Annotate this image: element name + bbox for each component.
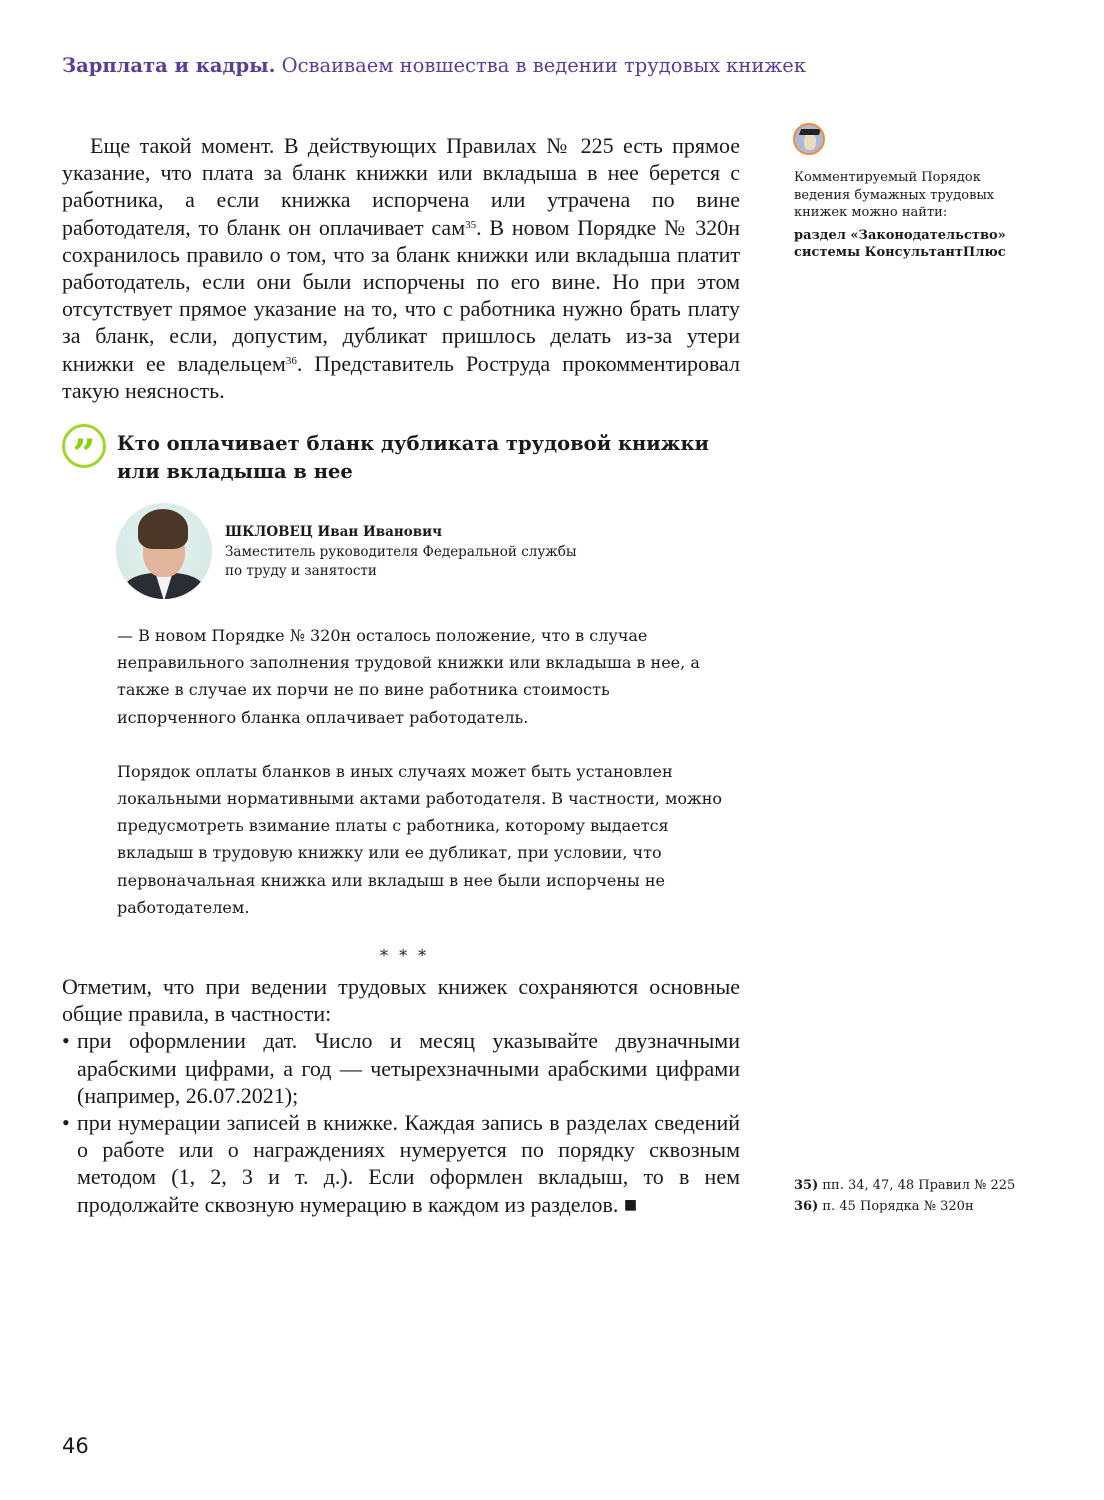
footnote-text: пп. 34, 47, 48 Правил № 225 <box>822 1178 1016 1193</box>
header-section: Зарплата и кадры. <box>62 54 276 77</box>
answer-paragraph-2: Порядок оплаты бланков в иных случаях может быть установлен локальными нормативными актами работодателя. В частности, можно предусмотреть взимание платы с работника, которому выдается вкладыш в трудовую книжку или ее дубликат, при условии, что первоначальная книжка или вкладыш в нее были испорчены не работодателем. <box>117 761 723 917</box>
footnotes <box>794 1175 1015 1217</box>
quote-icon: ” <box>62 424 106 468</box>
page-number: 46 <box>62 1434 89 1458</box>
professor-avatar-icon <box>793 123 825 155</box>
list-item: • при оформлении дат. Число и месяц указывайте двузначными арабскими цифрами, а год — четырехзначными арабскими цифрами (например, 26.07.2021); <box>77 1027 740 1109</box>
expert-position-2: по труду и занятости <box>225 563 377 579</box>
rules-list <box>62 1027 740 1217</box>
footnote-number: 36) <box>794 1199 819 1214</box>
conclusion <box>62 973 740 1218</box>
qa-title: Кто оплачивает бланк дубликата трудовой книжки или вкладыша в нее <box>117 432 709 483</box>
footnote-ref-36[interactable]: 36 <box>285 354 297 367</box>
expert-answer <box>117 622 729 948</box>
answer-paragraph-1: — В новом Порядке № 320н осталось положение, что в случае неправильного заполнения трудовой книжки или вкладыша в нее, а также в случае их порчи не по вине работника стоимость испорченного бланка оплачивает работодатель. <box>117 626 700 727</box>
footnote-36 <box>794 1196 1015 1217</box>
sidebar-text: Комментируемый Порядок ведения бумажных трудовых книжек можно найти: <box>794 170 995 220</box>
footnote-35 <box>794 1175 1015 1196</box>
intro-paragraph <box>62 132 740 404</box>
conclusion-lead: Отметим, что при ведении трудовых книжек сохраняются основные общие правила, в частности: <box>62 974 740 1027</box>
list-item: • при нумерации записей в книжке. Каждая запись в разделах сведений о работе или о награждениях нумеруется по порядку сквозным методом (1, 2, 3 и т. д.). Если оформлен вкладыш, то в нем продолжайте сквозную нумерацию в каждом из разделов. ■ <box>77 1109 740 1218</box>
footnote-number: 35) <box>794 1178 819 1193</box>
intro-text-c: . Представитель Роструда прокомментировал такую неясность. <box>62 350 740 403</box>
expert-photo <box>116 503 212 599</box>
sidebar-bold: раздел «Законодательство» системы КонсультантПлюс <box>794 227 1006 260</box>
expert-name: ШКЛОВЕЦ Иван Иванович <box>225 524 443 540</box>
expert-position-1: Заместитель руководителя Федеральной службы <box>225 543 577 560</box>
section-separator: * * * <box>380 946 430 965</box>
intro-text-b: . В новом Порядке № 320н сохранилось правило о том, что за бланк книжки или вкладыша платит работодатель, если они были испорчены по его вине. Но при этом отсутствует прямое указание на то, что с работника нужно брать плату за бланк, если, допустим, дубликат пришлось делать из-за утери книжки ее владельцем <box>62 214 740 376</box>
running-header <box>62 54 806 77</box>
expert-info <box>225 523 577 582</box>
header-title: Осваиваем новшества в ведении трудовых книжек <box>281 54 807 77</box>
intro-text-a: Еще такой момент. В действующих Правилах № 225 есть прямое указание, что плата за бланк книжки или вкладыша в нее берется с работника, а если книжка испорчена или утрачена по вине работодателя, то бланк он оплачивает сам <box>62 133 740 240</box>
footnote-ref-35[interactable]: 35 <box>465 218 477 231</box>
footnote-text: п. 45 Порядка № 320н <box>822 1199 974 1214</box>
sidebar-note <box>794 169 1024 262</box>
